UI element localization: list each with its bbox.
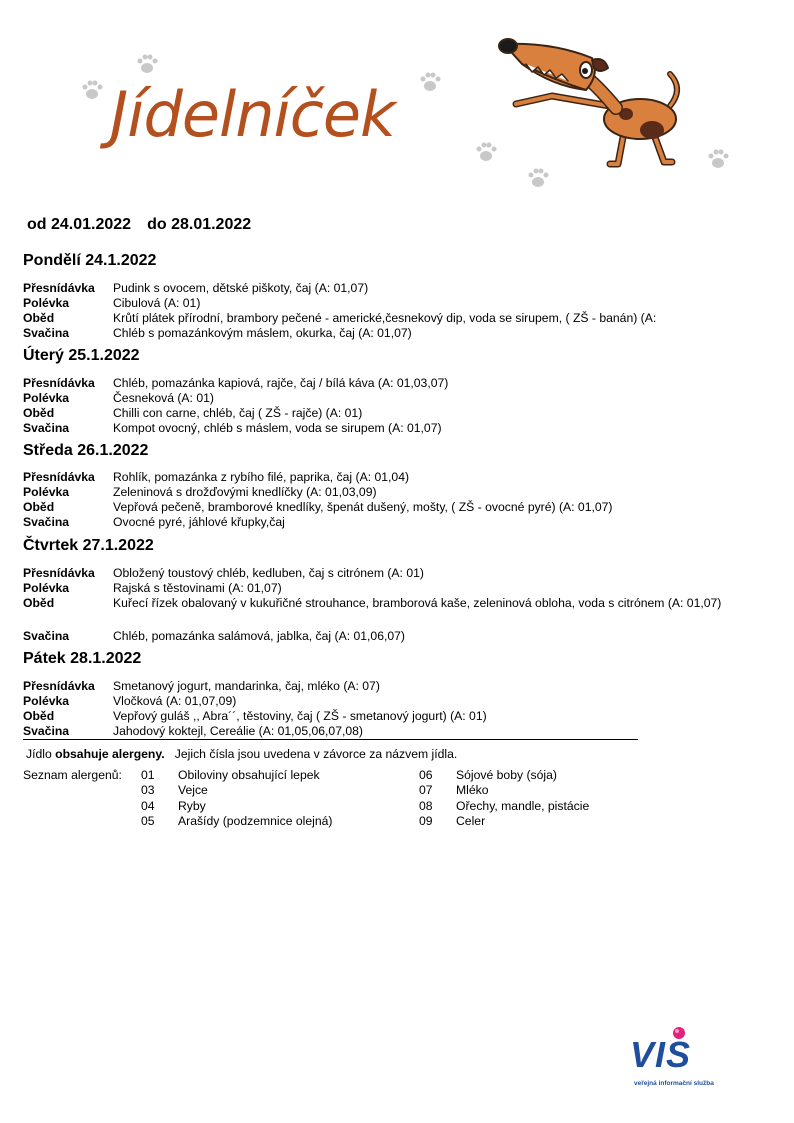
paw-print-icon bbox=[706, 147, 730, 171]
meal-label: Svačina bbox=[23, 515, 70, 529]
allergen-number: 06 bbox=[419, 768, 433, 782]
allergen-number: 09 bbox=[419, 814, 433, 828]
allergen-number: 07 bbox=[419, 783, 433, 797]
menu-period bbox=[27, 216, 251, 234]
meal-label: Přesnídávka bbox=[23, 679, 95, 693]
period-to: do 28.01.2022 bbox=[147, 216, 252, 233]
meal-value: Chléb, pomazánka kapiová, rajče, čaj / bílá káva (A: 01,03,07) bbox=[113, 376, 449, 390]
meal-label: Oběd bbox=[23, 500, 55, 514]
meal-label: Přesnídávka bbox=[23, 281, 95, 295]
period-from: od 24.01.2022 bbox=[27, 216, 132, 233]
meal-value: Jahodový koktejl, Cereálie (A: 01,05,06,07,08) bbox=[113, 724, 363, 738]
meal-label: Polévka bbox=[23, 485, 70, 499]
meal-label: Polévka bbox=[23, 581, 70, 595]
meal-label: Oběd bbox=[23, 311, 55, 325]
meal-value: Kompot ovocný, chléb s máslem, voda se sirupem (A: 01,07) bbox=[113, 421, 442, 435]
day-heading-monday: Pondělí 24.1.2022 bbox=[23, 252, 157, 269]
meal-label: Svačina bbox=[23, 724, 70, 738]
divider bbox=[23, 739, 638, 740]
meal-value: Kuřecí řízek obalovaný v kukuřičné strouhance, bramborová kaše, zeleninová obloha, voda s citrónem (A: 01,07) bbox=[113, 596, 722, 610]
meal-value: Vločková (A: 01,07,09) bbox=[113, 694, 237, 708]
day-heading-wednesday: Středa 26.1.2022 bbox=[23, 442, 149, 459]
meal-value: Krůtí plátek přírodní, brambory pečené - americké,česnekový dip, voda se sirupem, ( ZŠ - banán) (A: bbox=[113, 311, 657, 325]
day-heading-tuesday: Úterý 25.1.2022 bbox=[23, 347, 140, 364]
meal-label: Svačina bbox=[23, 629, 70, 643]
vis-logo bbox=[628, 1024, 728, 1094]
paw-print-icon bbox=[80, 78, 104, 102]
meal-label: Polévka bbox=[23, 296, 70, 310]
logo-subtitle: veřejná informační služba bbox=[634, 1080, 714, 1087]
allergen-name: Vejce bbox=[178, 783, 208, 797]
paw-print-icon bbox=[135, 52, 159, 76]
meal-value: Pudink s ovocem, dětské piškoty, čaj (A: 01,07) bbox=[113, 281, 369, 295]
meal-label: Přesnídávka bbox=[23, 566, 95, 580]
meal-value: Rohlík, pomazánka z rybího filé, paprika, čaj (A: 01,04) bbox=[113, 470, 410, 484]
allergen-note-text: Jejich čísla jsou uvedena v závorce za názvem jídla. bbox=[164, 747, 458, 761]
allergen-name: Celer bbox=[456, 814, 486, 828]
meal-value: Cibulová (A: 01) bbox=[113, 296, 201, 310]
allergen-name: Obiloviny obsahující lepek bbox=[178, 768, 320, 782]
meal-value: Obložený toustový chléb, kedluben, čaj s citrónem (A: 01) bbox=[113, 566, 424, 580]
allergen-number: 04 bbox=[141, 799, 155, 813]
meal-value: Chilli con carne, chléb, čaj ( ZŠ - rajče) (A: 01) bbox=[113, 406, 363, 420]
meal-label: Svačina bbox=[23, 421, 70, 435]
meal-label: Přesnídávka bbox=[23, 470, 95, 484]
allergen-number: 03 bbox=[141, 783, 155, 797]
meal-value: Smetanový jogurt, mandarinka, čaj, mléko (A: 07) bbox=[113, 679, 380, 693]
allergen-number: 05 bbox=[141, 814, 155, 828]
meal-value: Vepřová pečeně, bramborové knedlíky, špenát dušený, mošty, ( ZŠ - ovocné pyré) (A: 01,07) bbox=[113, 500, 613, 514]
meal-label: Oběd bbox=[23, 406, 55, 420]
allergen-name: Mléko bbox=[456, 783, 489, 797]
allergen-name: Ořechy, mandle, pistácie bbox=[456, 799, 590, 813]
meal-value: Zeleninová s drožďovými knedlíčky (A: 01,03,09) bbox=[113, 485, 377, 499]
paw-print-icon bbox=[526, 166, 550, 190]
allergen-number: 08 bbox=[419, 799, 433, 813]
allergen-name: Ryby bbox=[178, 799, 206, 813]
meal-label: Polévka bbox=[23, 694, 70, 708]
dog-illustration bbox=[492, 34, 692, 169]
meal-label: Polévka bbox=[23, 391, 70, 405]
meal-value: Chléb s pomazánkovým máslem, okurka, čaj (A: 01,07) bbox=[113, 326, 412, 340]
meal-label: Oběd bbox=[23, 596, 55, 610]
logo-text: VIS bbox=[630, 1034, 692, 1075]
allergen-note bbox=[26, 747, 457, 761]
allergen-note-bold: obsahuje alergeny. bbox=[55, 747, 165, 761]
meal-value: Rajská s těstovinami (A: 01,07) bbox=[113, 581, 282, 595]
meal-value: Vepřový guláš ,, Abra´´, těstoviny, čaj ( ZŠ - smetanový jogurt) (A: 01) bbox=[113, 709, 487, 723]
meal-value: Česneková (A: 01) bbox=[113, 391, 214, 405]
allergen-name: Arašídy (podzemnice olejná) bbox=[178, 814, 333, 828]
day-heading-friday: Pátek 28.1.2022 bbox=[23, 650, 142, 667]
meal-label: Oběd bbox=[23, 709, 55, 723]
meal-value: Ovocné pyré, jáhlové křupky,čaj bbox=[113, 515, 285, 529]
paw-print-icon bbox=[418, 70, 442, 94]
day-heading-thursday: Čtvrtek 27.1.2022 bbox=[23, 537, 154, 554]
allergen-list-label: Seznam alergenů: bbox=[23, 768, 122, 782]
meal-label: Svačina bbox=[23, 326, 70, 340]
page-title: Jídelníček bbox=[110, 78, 395, 151]
meal-label: Přesnídávka bbox=[23, 376, 95, 390]
allergen-name: Sójové boby (sója) bbox=[456, 768, 557, 782]
meal-value: Chléb, pomazánka salámová, jablka, čaj (A: 01,06,07) bbox=[113, 629, 405, 643]
allergen-note-text: Jídlo bbox=[26, 747, 56, 761]
allergen-number: 01 bbox=[141, 768, 155, 782]
